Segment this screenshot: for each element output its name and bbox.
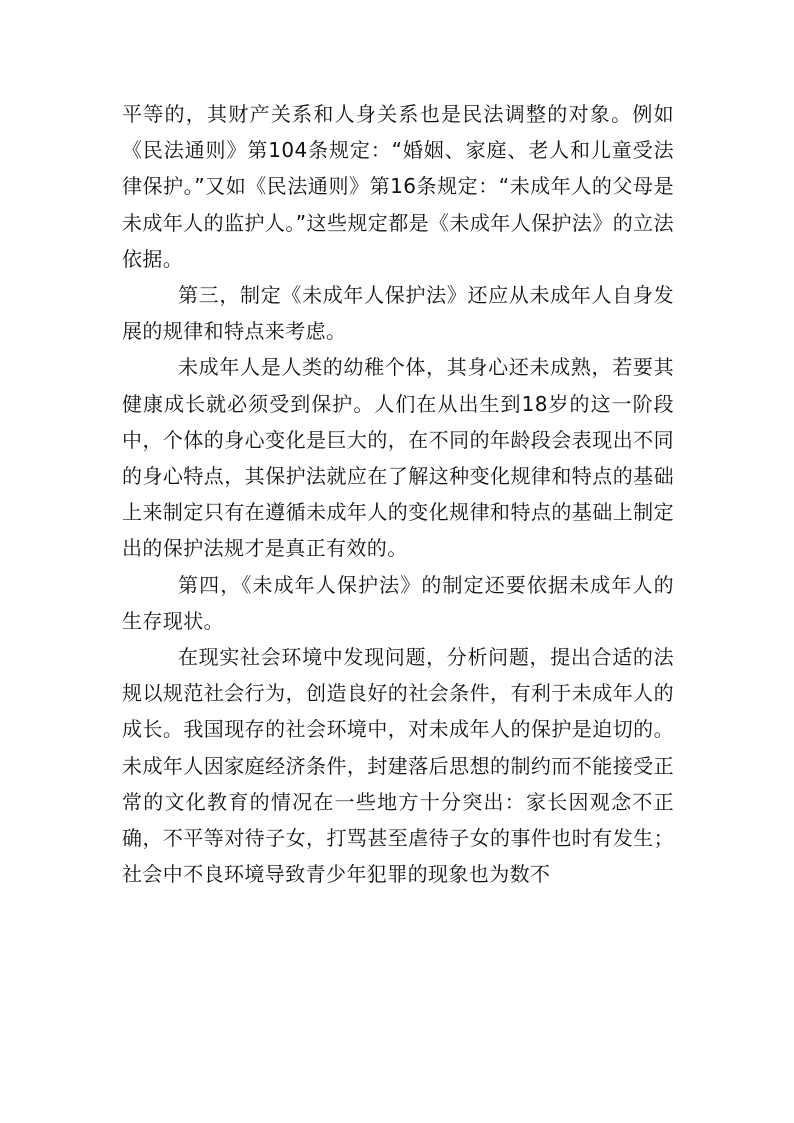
paragraph-third-point: 第三，制定《未成年人保护法》还应从未成年人自身发展的规律和特点来考虑。 — [122, 283, 674, 344]
paragraph-social-environment: 在现实社会环境中发现问题，分析问题，提出合适的法规以规范社会行为，创造良好的社会条件，有利于未成年人的成长。我国现存的社会环境中，对未成年人的保护是迫切的。未成年人因家庭经济条件，封建落后思想的制约而不能接受正常的文化教育的情况在一些地方十分突出：家长因观念不正确，不平等对待子女，打骂甚至虐待子女的事件也时有发生；社会中不良环境导致青少年犯罪的现象也为数不 — [122, 645, 674, 887]
paragraph-fourth-point: 第四，《未成年人保护法》的制定还要依据未成年人的生存现状。 — [122, 572, 674, 633]
paragraph-development-rules: 未成年人是人类的幼稚个体，其身心还未成熟，若要其健康成长就必须受到保护。人们在从出生到18岁的这一阶段中，个体的身心变化是巨大的，在不同的年龄段会表现出不同的身心特点，其保护法就应在了解这种变化规律和特点的基础上来制定只有在遵循未成年人的变化规律和特点的基础上制定出的保护法规才是真正有效的。 — [122, 355, 674, 561]
document-body — [122, 96, 674, 892]
paragraph-civil-law-basis: 平等的，其财产关系和人身关系也是民法调整的对象。例如《民法通则》第104条规定：“婚姻、家庭、老人和儿童受法律保护。”又如《民法通则》第16条规定：“未成年人的父母是未成年人的监护人。”这些规定都是《未成年人保护法》的立法依据。 — [122, 102, 674, 271]
